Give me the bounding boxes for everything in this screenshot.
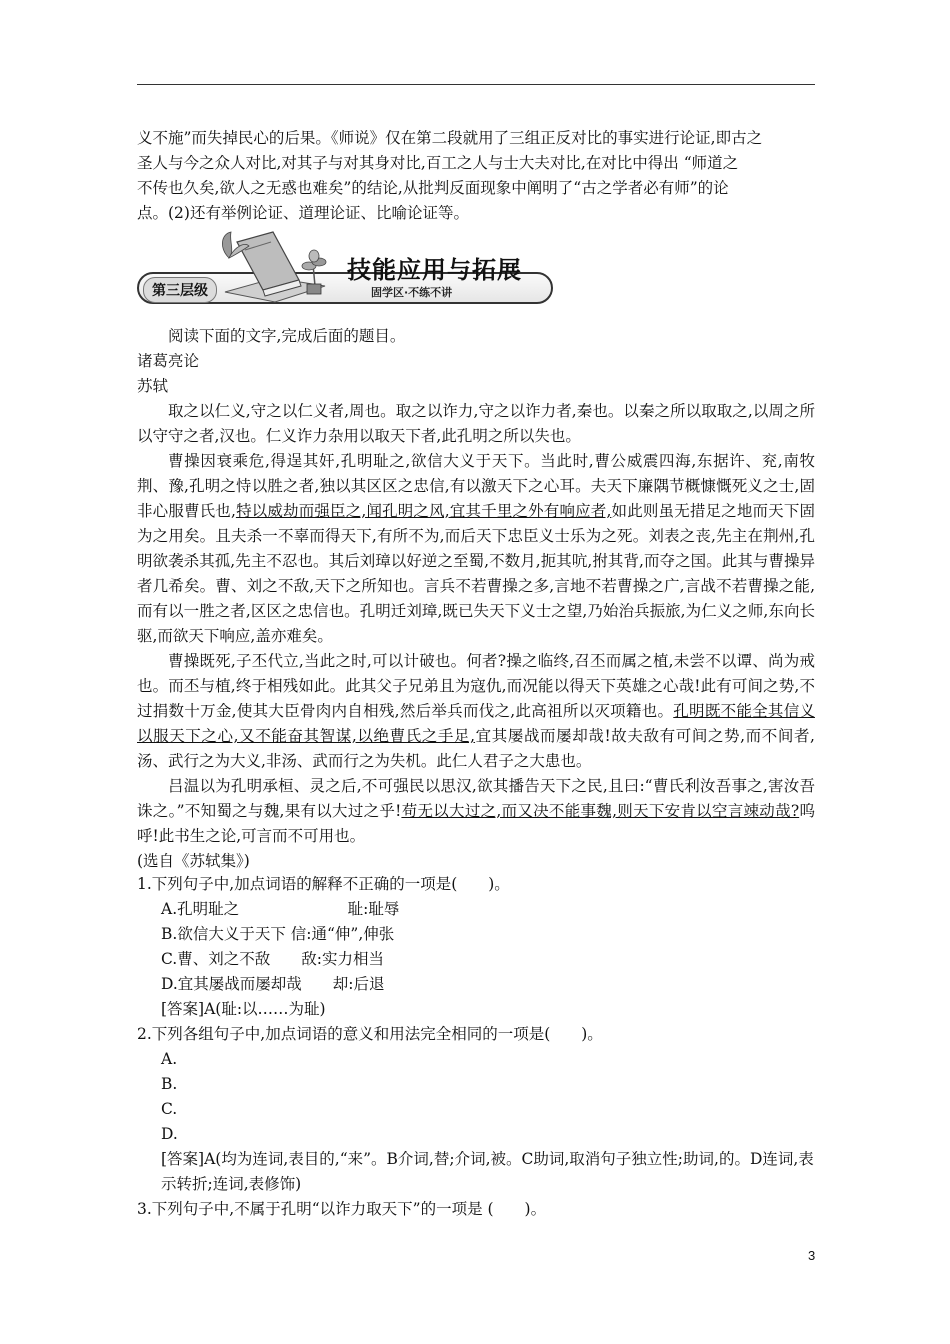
passage-instruction: 阅读下面的文字,完成后面的题目。 bbox=[168, 327, 406, 345]
passage-author: 苏轼 bbox=[137, 377, 169, 395]
question-1-option-d: D.宜其屡战而屡却哉 却:后退 bbox=[161, 975, 385, 993]
underlined-sentence: 孔明既不能全其信义以服天下之心,又不能奋其智谋,以绝曹氏之手足, bbox=[137, 702, 815, 745]
reading-passage bbox=[137, 324, 815, 874]
question-1-answer: [答案]A(耻:以……为耻) bbox=[161, 1000, 326, 1018]
paragraph-text: 曹操因衰乘危,得逞其奸,孔明耻之,欲信大义于天下。当此时,曹公威震四海,东据许、兖,南牧荆、豫,孔明之恃以胜之者,独以其区区之忠信,有以激天下之心耳。夫天下廉隅节概慷慨死义之士,固非心服曹氏也, bbox=[137, 452, 815, 520]
passage-title: 诸葛亮论 bbox=[137, 352, 200, 370]
banner-title: 技能应用与拓展 bbox=[347, 256, 522, 284]
intro-line: 圣人与今之众人对比,对其子与对其身对比,百工之人与士大夫对比,在对比中得出 “师道之 bbox=[137, 154, 739, 172]
question-1-option-b: B.欲信大义于天下 信:通“伸”,伸张 bbox=[161, 925, 395, 943]
paragraph-text: 曹操既死,子丕代立,当此之时,可以计破也。何者?操之临终,召丕而属之植,未尝不以谭、尚为戒也。而丕与植,终于相残如此。此其父子兄弟且为寇仇,而况能以得天下英雄之心哉!此有可间之势,不过捐数十万金,使其大臣骨肉内自相残,然后举兵而伐之,此高祖所以灭项籍也。 bbox=[137, 652, 815, 720]
banner-subtitle: 固学区·不练不讲 bbox=[371, 286, 453, 299]
passage-paragraph-1: 取之以仁义,守之以仁义者,周也。取之以诈力,守之以诈力者,秦也。以秦之所以取取之,以周之所以守守之者,汉也。仁义诈力杂用以取天下者,此孔明之所以失也。 bbox=[137, 402, 815, 445]
intro-line: 义不施”而失掉民心的后果。《师说》仅在第二段就用了三组正反对比的事实进行论证,即古之 bbox=[137, 129, 763, 147]
intro-line: 点。(2)还有举例论证、道理论证、比喻论证等。 bbox=[137, 204, 469, 222]
passage-source: (选自《苏轼集》) bbox=[137, 852, 250, 870]
paragraph-text: 如此则虽无措足之地而天下固为之用矣。且夫杀一不辜而得天下,有所不为,而后天下忠臣义士乐为之死。刘表之丧,先主在荆州,孔明欲袭杀其孤,先主不忍也。其后刘璋以好逆之至蜀,不数月,扼其吭,拊其背,而夺之国。此其与曹操异者几希矣。曹、刘之不敌,天下之所知也。言兵不若曹操之多,言地不若曹操之广,言战不若曹操之能,而有以一胜之者,区区之忠信也。孔明迁刘璋,既已失天下义士之望,乃始治兵振旅,为仁义之师,东向长驱,而欲天下响应,盖亦难矣。 bbox=[137, 502, 815, 645]
question-3-stem: 3.下列句子中,不属于孔明“以诈力取天下”的一项是 ( )。 bbox=[137, 1200, 547, 1218]
underlined-sentence: 苟无以大过之,而又决不能事魏,则天下安肯以空言竦动哉? bbox=[401, 802, 800, 820]
question-2-option-d: D. bbox=[161, 1125, 178, 1143]
book-plant-icon bbox=[215, 228, 345, 304]
passage-paragraph-4 bbox=[137, 774, 815, 849]
question-1-option-c: C.曹、刘之不敌 敌:实力相当 bbox=[161, 950, 384, 968]
question-1-option-a: A.孔明耻之 耻:耻辱 bbox=[161, 900, 400, 918]
intro-text bbox=[137, 126, 815, 226]
question-list bbox=[137, 872, 815, 1222]
header-rule bbox=[137, 84, 815, 85]
paragraph-text: 吕温以为孔明承桓、灵之后,不可强民以思汉,欲其播告天下之民,且曰:“曹氏利汝吾事之,害汝吾诛之。”不知蜀之与魏,果有以大过之乎! bbox=[137, 777, 815, 820]
intro-line: 不传也久矣,欲人之无惑也难矣”的结论,从批判反面现象中阐明了“古之学者必有师”的论 bbox=[137, 179, 729, 197]
underlined-sentence: 特以威劫而强臣之,闻孔明之风,宜其千里之外有响应者, bbox=[235, 502, 612, 520]
section-banner bbox=[137, 228, 557, 308]
question-1-stem: 1.下列句子中,加点词语的解释不正确的一项是( )。 bbox=[137, 875, 510, 893]
paragraph-text: 宜其屡战而屡却哉!故夫敌有可间之势,而不间者,汤、武行之为大义,非汤、武而行之为失机。此仁人君子之大患也。 bbox=[137, 727, 815, 770]
paragraph-text: 呜呼!此书生之论,可言而不可用也。 bbox=[137, 802, 815, 845]
question-2-answer: [答案]A(均为连词,表目的,“来”。B介词,替;介词,被。C助词,取消句子独立性;助词,的。D连词,表示转折;连词,表修饰) bbox=[161, 1150, 814, 1193]
page-number: 3 bbox=[808, 1248, 816, 1263]
question-2-option-a: A. bbox=[161, 1050, 178, 1068]
question-2-option-b: B. bbox=[161, 1075, 178, 1093]
passage-paragraph-3 bbox=[137, 649, 815, 774]
question-2-option-c: C. bbox=[161, 1100, 178, 1118]
question-2-stem: 2.下列各组句子中,加点词语的意义和用法完全相同的一项是( )。 bbox=[137, 1025, 603, 1043]
passage-paragraph-2 bbox=[137, 449, 815, 649]
banner-level-badge: 第三层级 bbox=[143, 277, 217, 303]
